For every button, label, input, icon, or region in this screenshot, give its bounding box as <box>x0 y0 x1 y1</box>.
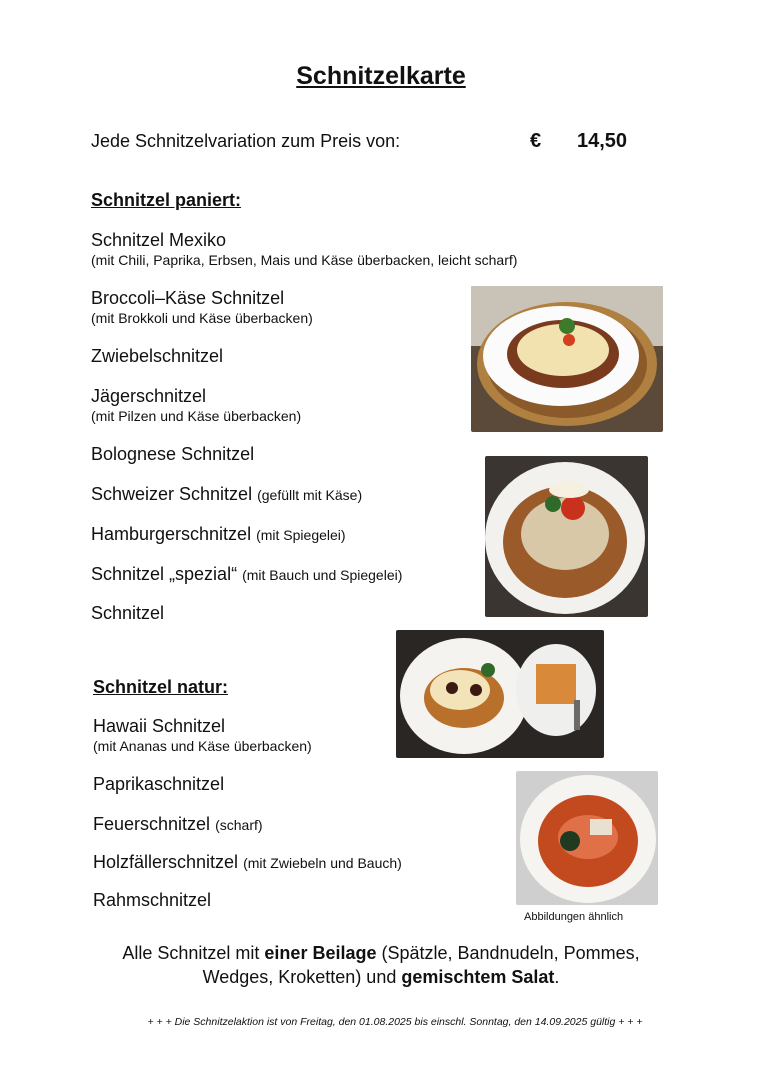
menu-item <box>93 716 312 755</box>
price-value: 14,50 <box>577 130 628 152</box>
menu-item <box>91 444 254 465</box>
footer-text: (Spätzle, Bandnudeln, Pommes, <box>376 943 640 963</box>
menu-item <box>91 386 301 425</box>
menu-item <box>93 890 211 911</box>
menu-item-name: Schnitzel „spezial“ <box>91 564 238 584</box>
menu-item-name: Paprikaschnitzel <box>93 774 225 794</box>
footer-note <box>0 941 762 989</box>
footer-text: Wedges, Kroketten) und <box>202 967 402 987</box>
price-label: Jede Schnitzelvariation zum Preis von: <box>91 131 401 151</box>
menu-item-note: (gefüllt mit Käse) <box>257 487 363 503</box>
price-currency: € <box>530 130 542 152</box>
menu-item-name: Hamburgerschnitzel <box>91 524 252 544</box>
menu-item-name: Zwiebelschnitzel <box>91 346 224 366</box>
menu-item-note: (mit Bauch und Spiegelei) <box>242 567 403 583</box>
menu-item <box>93 814 263 836</box>
footer-bold: einer Beilage <box>264 943 377 963</box>
dish-photo-paprika <box>516 771 658 905</box>
menu-item-name: Hawaii Schnitzel <box>93 716 226 736</box>
page-title: Schnitzelkarte <box>296 62 466 90</box>
menu-item <box>91 484 362 506</box>
footer-bold: gemischtem Salat <box>401 967 555 987</box>
menu-item-name: Holzfällerschnitzel <box>93 852 239 872</box>
menu-item-name: Jägerschnitzel <box>91 386 207 406</box>
image-caption: Abbildungen ähnlich <box>524 911 624 923</box>
menu-item <box>91 346 223 367</box>
dish-photo-mushroom <box>485 456 648 617</box>
menu-item-name: Rahmschnitzel <box>93 890 212 910</box>
menu-item <box>91 524 346 546</box>
menu-item-note: (mit Zwiebeln und Bauch) <box>243 855 402 871</box>
section-heading-natur: Schnitzel natur: <box>93 677 229 697</box>
validity-footnote: + + + Die Schnitzelaktion ist von Freitag, den 01.08.2025 bis einschl. Sonntag, den 14.09.2025 gültig + + + <box>147 1016 643 1028</box>
menu-item-description: (mit Chili, Paprika, Erbsen, Mais und Käse überbacken, leicht scharf) <box>91 252 518 268</box>
menu-item-name: Schweizer Schnitzel <box>91 484 253 504</box>
section-heading-paniert: Schnitzel paniert: <box>91 190 242 210</box>
footer-text: Alle Schnitzel mit <box>122 943 265 963</box>
menu-item-name: Feuerschnitzel <box>93 814 211 834</box>
menu-item <box>93 852 402 874</box>
dish-photo-broccoli <box>471 286 663 432</box>
menu-item <box>91 288 313 327</box>
dish-photo-hawaii <box>396 630 604 758</box>
menu-item-description: (mit Brokkoli und Käse überbacken) <box>91 310 313 326</box>
footer-text: . <box>554 967 560 987</box>
menu-item-note: (scharf) <box>215 817 263 833</box>
menu-item-note: (mit Spiegelei) <box>256 527 346 543</box>
menu-item-name: Broccoli–Käse Schnitzel <box>91 288 285 308</box>
menu-item <box>91 603 164 624</box>
menu-item-description: (mit Pilzen und Käse überbacken) <box>91 408 302 424</box>
menu-item-name: Schnitzel Mexiko <box>91 230 227 250</box>
menu-item-description: (mit Ananas und Käse überbacken) <box>93 738 312 754</box>
menu-item-name: Bolognese Schnitzel <box>91 444 255 464</box>
menu-item-name: Schnitzel <box>91 603 165 623</box>
menu-item <box>91 564 402 586</box>
menu-item <box>91 230 517 269</box>
menu-item <box>93 774 224 795</box>
